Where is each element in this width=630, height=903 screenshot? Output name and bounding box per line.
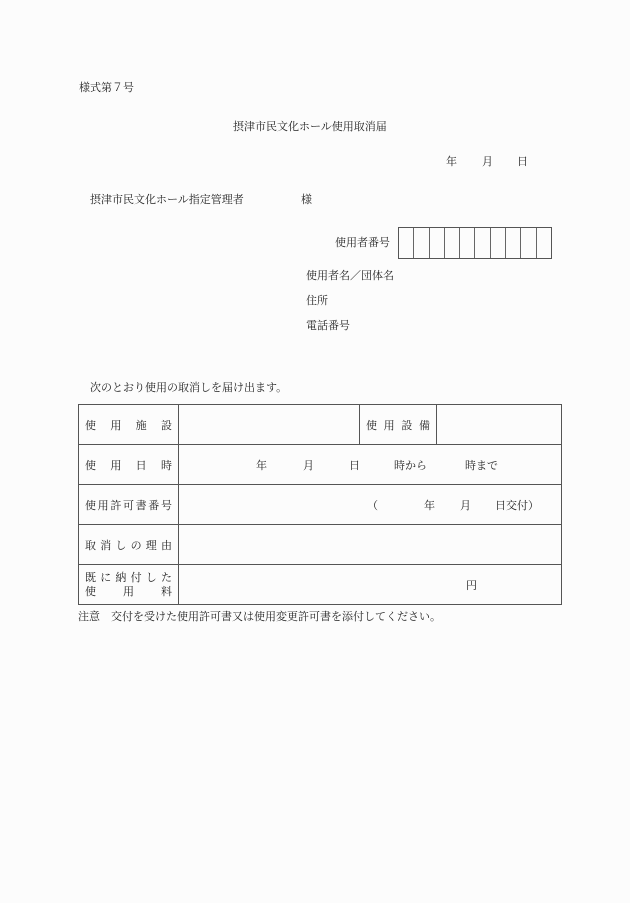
label-char: 由 (160, 538, 172, 552)
user-number-input[interactable] (398, 227, 552, 259)
label-char: 可 (122, 498, 134, 512)
table-row-fee (79, 565, 562, 605)
user-number-cell[interactable] (521, 228, 536, 258)
label-char: 用 (97, 498, 109, 512)
label-char: 納 (115, 570, 127, 584)
label-char: 付 (130, 570, 142, 584)
user-name-label: 使用者名／団体名 (306, 269, 394, 282)
user-number-cell[interactable] (506, 228, 521, 258)
reason-label (79, 525, 179, 565)
addressee-name: 摂津市民文化ホール指定管理者 (90, 193, 244, 206)
datetime-from: 時から (394, 459, 427, 472)
date-year: 年 (446, 155, 457, 168)
label-char: 号 (160, 498, 172, 512)
intro-text: 次のとおり使用の取消しを届け出ます。 (90, 381, 288, 394)
user-number-cell[interactable] (445, 228, 460, 258)
phone-label: 電話番号 (306, 319, 350, 332)
label-char: の (130, 538, 142, 552)
label-char: 使 (85, 458, 96, 472)
label-char: に (100, 570, 112, 584)
form-number: 様式第７号 (79, 81, 134, 94)
label-char: 用 (383, 418, 395, 432)
label-char: 設 (401, 418, 413, 432)
cancellation-form-table (78, 404, 562, 605)
label-char: た (160, 570, 172, 584)
label-char: 使 (85, 498, 96, 512)
date-month: 月 (482, 155, 493, 168)
label-char: 既 (85, 570, 96, 584)
page-title: 摂津市民文化ホール使用取消届 (233, 120, 387, 133)
user-number-label: 使用者番号 (335, 236, 390, 249)
datetime-field[interactable] (179, 445, 562, 485)
permit-number-label (79, 485, 179, 525)
date-day: 日 (517, 155, 528, 168)
permit-month: 月 (460, 499, 471, 512)
label-char: 時 (160, 458, 172, 472)
label-char: 日 (135, 458, 147, 472)
facility-field[interactable] (179, 405, 360, 445)
user-number-cell[interactable] (430, 228, 445, 258)
user-number-cell[interactable] (475, 228, 490, 258)
permit-issued: 日交付） (495, 499, 539, 512)
fee-unit: 円 (466, 579, 477, 592)
user-number-cell[interactable] (414, 228, 429, 258)
table-row-facility (79, 405, 562, 445)
note-text: 注意 交付を受けた使用許可書又は使用変更許可書を添付してください。 (78, 610, 441, 623)
equipment-field[interactable] (437, 405, 562, 445)
table-row-datetime (79, 445, 562, 485)
datetime-year: 年 (256, 459, 267, 472)
datetime-label (79, 445, 179, 485)
label-char: 消 (100, 538, 112, 552)
label-char: し (145, 570, 157, 584)
datetime-day: 日 (349, 459, 360, 472)
label-char: 料 (161, 584, 172, 598)
label-char: 用 (110, 418, 122, 432)
label-char: 書 (135, 498, 147, 512)
facility-label (79, 405, 179, 445)
addressee-honorific: 様 (301, 193, 312, 206)
user-number-cell[interactable] (460, 228, 475, 258)
label-char: 施 (135, 418, 147, 432)
label-char: 用 (110, 458, 122, 472)
user-number-cell[interactable] (537, 228, 551, 258)
label-char: 取 (85, 538, 96, 552)
label-char: 備 (418, 418, 430, 432)
label-char: 許 (110, 498, 122, 512)
user-number-cell[interactable] (491, 228, 506, 258)
datetime-month: 月 (303, 459, 314, 472)
label-char: 使 (85, 418, 96, 432)
address-label: 住所 (306, 294, 328, 307)
label-char: 用 (123, 584, 134, 598)
label-char: 使 (366, 418, 377, 432)
datetime-to: 時まで (465, 459, 498, 472)
permit-year: 年 (424, 499, 435, 512)
equipment-label (360, 405, 437, 445)
label-char: 理 (145, 538, 157, 552)
permit-open-paren: （ (367, 499, 378, 512)
table-row-permit (79, 485, 562, 525)
fee-field[interactable] (179, 565, 562, 605)
permit-number-field[interactable] (179, 485, 562, 525)
label-char: し (115, 538, 127, 552)
label-char: 番 (148, 498, 160, 512)
label-char: 使 (85, 584, 96, 598)
user-number-cell[interactable] (399, 228, 414, 258)
table-row-reason (79, 525, 562, 565)
label-char: 設 (160, 418, 172, 432)
fee-label (79, 565, 179, 605)
reason-field[interactable] (179, 525, 562, 565)
